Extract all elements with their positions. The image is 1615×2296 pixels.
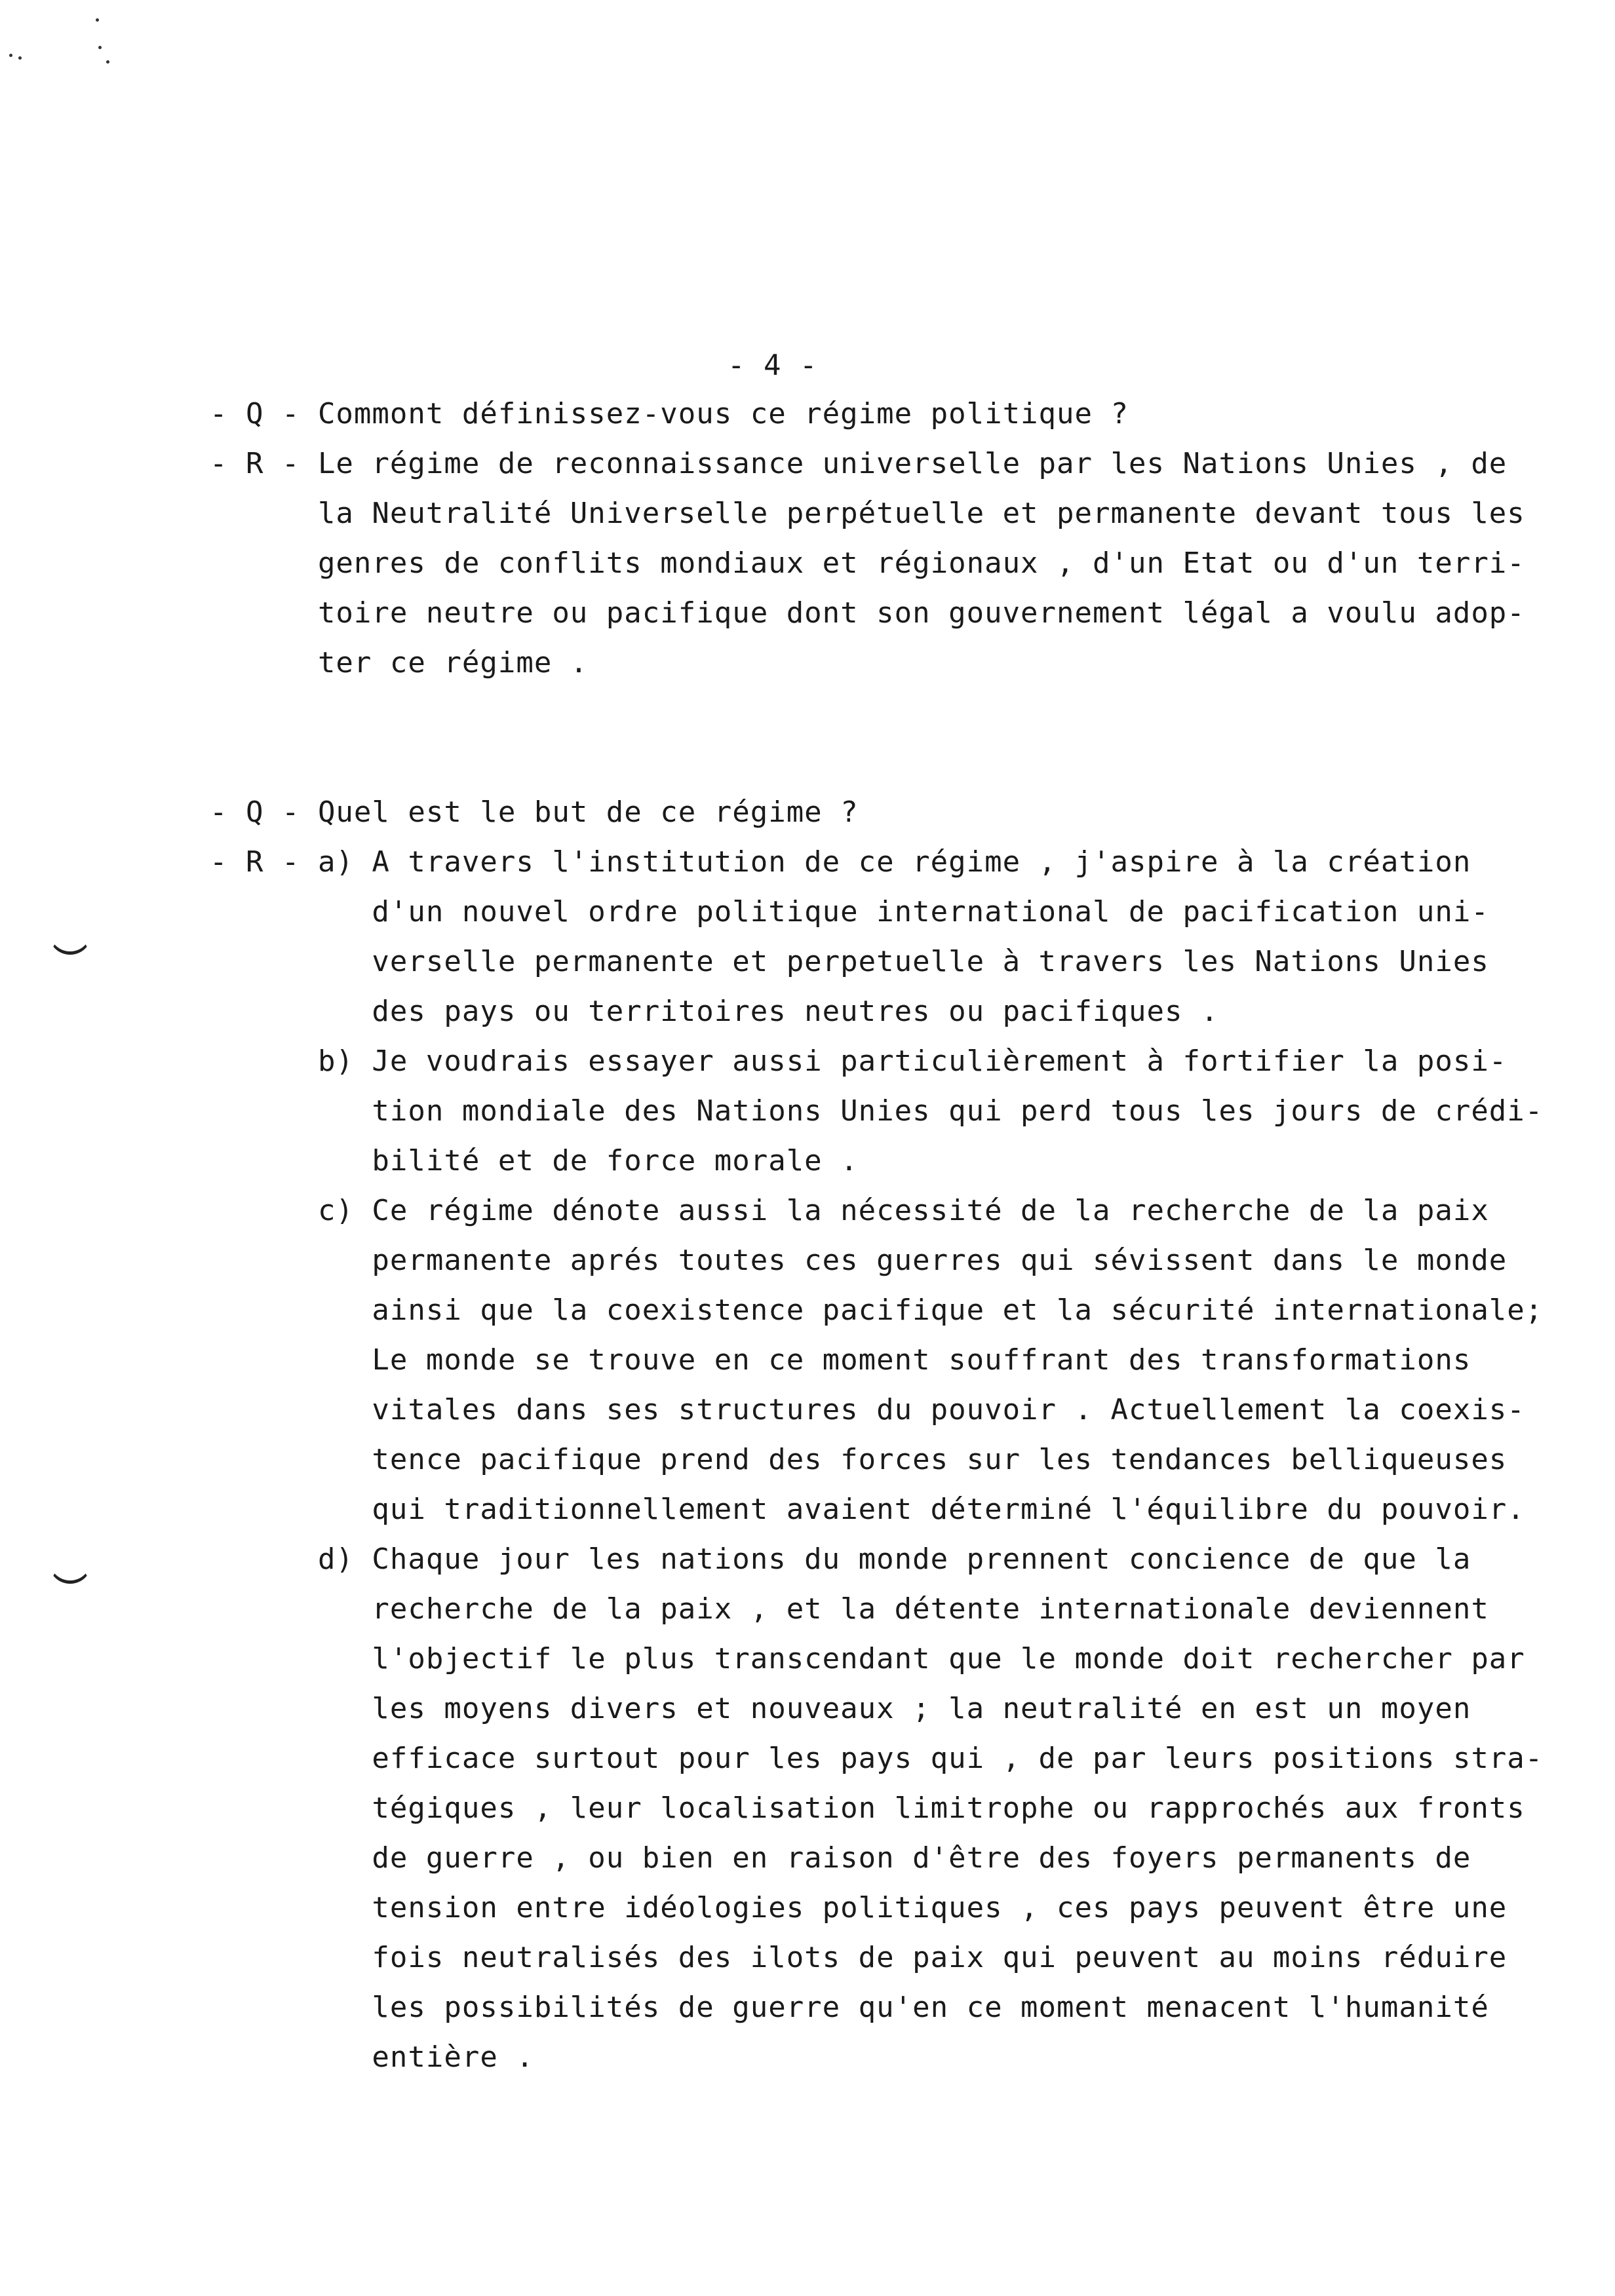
text-line: fois neutralisés des ilots de paix qui peuvent au moins réduire: [210, 1941, 1508, 1974]
text-line: les possibilités de guerre qu'en ce moment menacent l'humanité: [210, 1991, 1489, 2024]
text-line: la Neutralité Universelle perpétuelle et permanente devant tous les: [210, 497, 1525, 530]
text-line: ter ce régime .: [210, 646, 589, 679]
text-line: tence pacifique prend des forces sur les tendances belliqueuses: [210, 1443, 1508, 1476]
text-line: verselle permanente et perpetuelle à travers les Nations Unies: [210, 945, 1489, 978]
punch-mark: [49, 932, 92, 955]
text-line: permanente aprés toutes ces guerres qui sévissent dans le monde: [210, 1244, 1508, 1277]
punch-mark: [49, 1561, 92, 1584]
scan-speck: [9, 54, 12, 57]
scan-speck: [98, 46, 102, 49]
text-line: vitales dans ses structures du pouvoir . Actuellement la coexis-: [210, 1393, 1525, 1426]
text-line: Le monde se trouve en ce moment souffrant des transformations: [210, 1343, 1471, 1377]
scan-speck: [18, 56, 22, 60]
text-line: - R - Le régime de reconnaissance universelle par les Nations Unies , de: [210, 447, 1508, 480]
text-line: - R - a) A travers l'institution de ce régime , j'aspire à la création: [210, 845, 1471, 879]
text-line: des pays ou territoires neutres ou pacifiques .: [210, 995, 1219, 1028]
text-line: l'objectif le plus transcendant que le monde doit rechercher par: [210, 1642, 1525, 1675]
text-line: tension entre idéologies politiques , ces pays peuvent être une: [210, 1891, 1508, 1924]
text-line: recherche de la paix , et la détente internationale deviennent: [210, 1592, 1489, 1626]
text-line: b) Je voudrais essayer aussi particulièrement à fortifier la posi-: [210, 1044, 1508, 1078]
text-line: toire neutre ou pacifique dont son gouvernement légal a voulu adop-: [210, 596, 1525, 630]
text-line: efficace surtout pour les pays qui , de par leurs positions stra-: [210, 1742, 1544, 1775]
page-number: - 4 -: [728, 349, 818, 382]
text-line: de guerre , ou bien en raison d'être des foyers permanents de: [210, 1841, 1471, 1875]
text-line: les moyens divers et nouveaux ; la neutralité en est un moyen: [210, 1692, 1471, 1725]
text-line: tégiques , leur localisation limitrophe ou rapprochés aux fronts: [210, 1791, 1525, 1825]
text-line: entière .: [210, 2040, 534, 2074]
text-line: - Q - Quel est le but de ce régime ?: [210, 795, 859, 829]
text-line: c) Ce régime dénote aussi la nécessité de la recherche de la paix: [210, 1194, 1489, 1227]
scan-speck: [106, 60, 109, 64]
text-line: d'un nouvel ordre politique international de pacification uni-: [210, 895, 1489, 928]
text-line: ainsi que la coexistence pacifique et la sécurité internationale;: [210, 1293, 1544, 1327]
text-line: d) Chaque jour les nations du monde prennent concience de que la: [210, 1542, 1471, 1576]
text-line: bilité et de force morale .: [210, 1144, 859, 1177]
text-line: - Q - Commont définissez-vous ce régime politique ?: [210, 397, 1129, 430]
text-line: qui traditionnellement avaient déterminé l'équilibre du pouvoir.: [210, 1493, 1525, 1526]
text-line: genres de conflits mondiaux et régionaux , d'un Etat ou d'un terri-: [210, 546, 1525, 580]
text-line: tion mondiale des Nations Unies qui perd tous les jours de crédi-: [210, 1094, 1544, 1128]
scan-speck: [96, 18, 99, 22]
